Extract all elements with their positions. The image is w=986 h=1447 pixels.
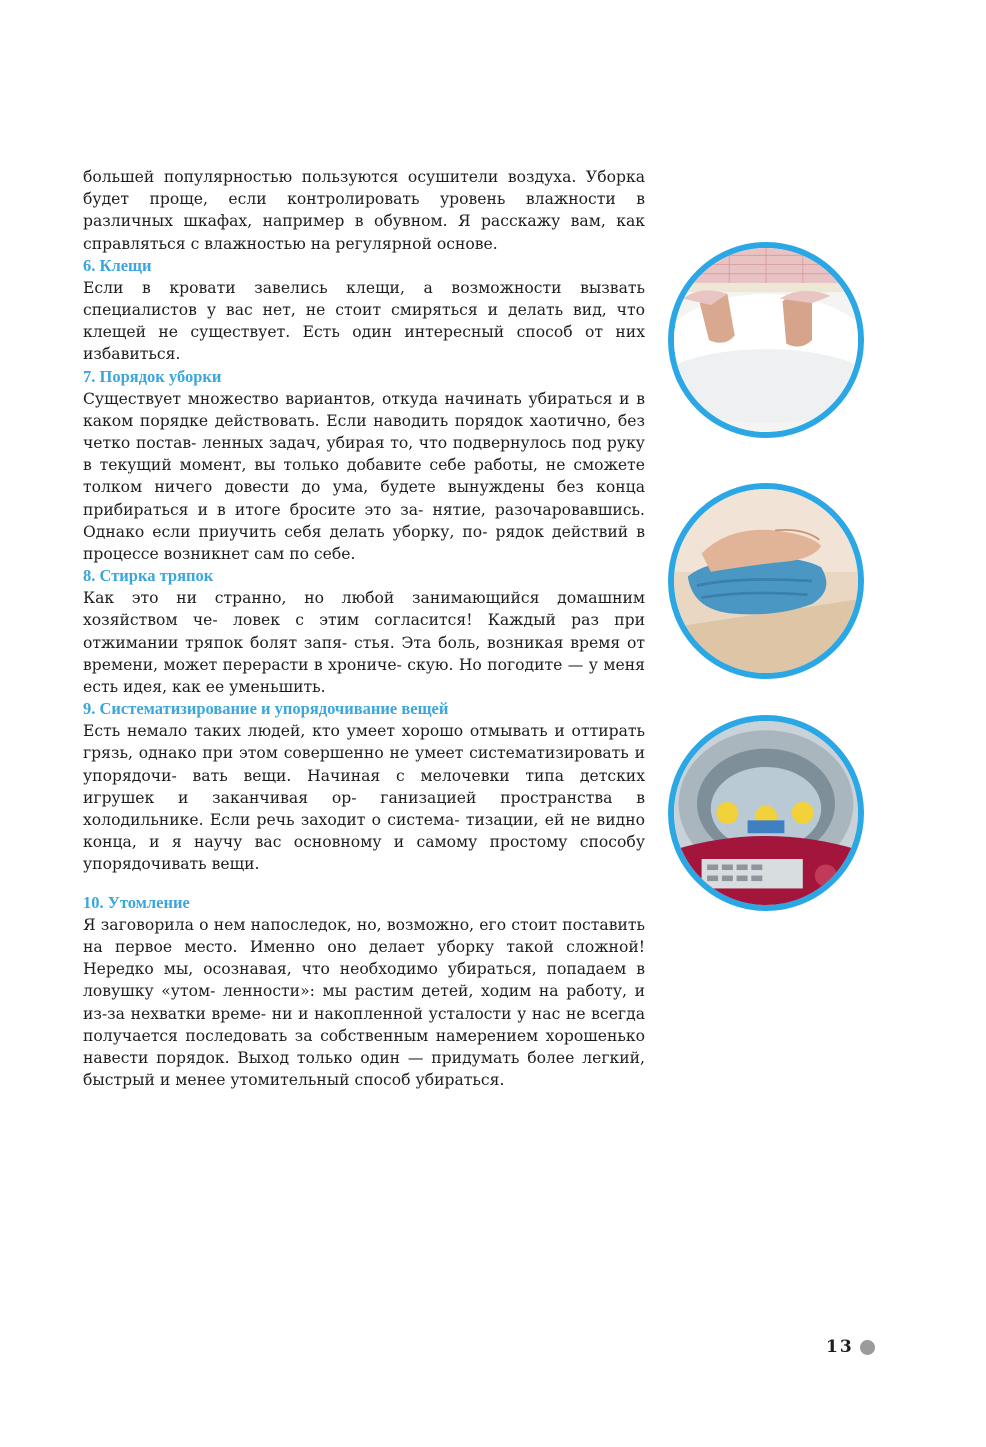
washing-machine-photo — [668, 715, 864, 911]
text-line: Как это ни странно, но любой занимающийся домашним хозяйством че- — [83, 589, 645, 630]
text-line: нятие, разочаровавшись. Однако если приучить себя делать уборку, по- — [83, 500, 646, 541]
text-line: собственным намерением хорошенько навести порядок. Выход только — [83, 1026, 645, 1067]
section-text-mites — [83, 277, 645, 366]
section-text-fatigue — [83, 914, 645, 1092]
page-number-dot — [860, 1340, 875, 1355]
text-line: убираться. — [415, 1071, 505, 1090]
section-heading-washing-rags: 8. Стирка тряпок — [83, 566, 214, 586]
text-line: способу упорядочивать вещи. — [83, 833, 645, 874]
intro-paragraph — [83, 166, 645, 255]
text-line: стья. Эта боль, возникая время от времени, может перерасти в хрониче- — [83, 633, 645, 674]
section-text-washing-rags — [83, 587, 645, 698]
text-line: вас нет, не стоит смиряться и делать вид, что клещей не существует. Есть — [83, 301, 645, 342]
section-heading-organizing: 9. Систематизирование и упорядочивание вещей — [83, 699, 449, 719]
text-line: мы, осознавая, что необходимо убираться, попадаем в ловушку «утом- — [83, 960, 645, 1001]
section-heading-fatigue: 10. Утомление — [83, 892, 190, 912]
rag-illustration — [674, 489, 858, 673]
washing-machine-illustration — [674, 721, 858, 905]
text-line: однако при этом совершенно не умеет систематизировать и упорядочи- — [83, 744, 645, 785]
rag-photo — [668, 483, 864, 679]
text-line: Существует множество вариантов, откуда начинать убираться и в каком — [83, 389, 645, 430]
pillow-photo — [668, 242, 864, 438]
text-line: один интересный способ от них избавиться. — [83, 323, 645, 364]
text-line: Есть немало таких людей, кто умеет хорошо отмывать и оттирать грязь, — [83, 722, 645, 763]
text-line: на первое место. Именно оно делает уборку такой сложной! Нередко — [83, 937, 645, 979]
section-text-organizing — [83, 720, 645, 875]
text-line: один — придумать более легкий, быстрый и менее утомительный способ — [83, 1048, 645, 1090]
text-line: Если в кровати завелись клещи, а возможности вызвать специалистов у — [83, 278, 645, 320]
text-line: ленных задач, убирая то, что подвернулось под руку в текущий момент, — [83, 434, 645, 475]
text-line: регулярной основе. — [335, 234, 498, 253]
text-line: вы только добавите себе работы, не сможете толком ничего довести до — [83, 456, 645, 497]
section-heading-cleaning-order: 7. Порядок уборки — [83, 366, 222, 386]
section-text-cleaning-order — [83, 388, 645, 566]
text-line: большей популярностью пользуются осушители воздуха. Уборка будет — [83, 168, 645, 209]
page-number: 13 — [826, 1337, 854, 1357]
text-line: ни и накопленной усталости у нас не всегда получается последовать за — [83, 1004, 645, 1045]
text-line: ума, будете вынуждены без конца прибираться и в итоге бросите это за- — [83, 478, 645, 519]
text-line: проще, если контролировать уровень влажности в различных шкафах, — [83, 190, 645, 231]
text-line: ловек с этим согласится! Каждый раз при отжимании тряпок болят запя- — [83, 611, 645, 652]
text-line: порядке действовать. Если наводить порядок хаотично, без четко постав- — [83, 411, 645, 453]
pillow-illustration — [674, 248, 858, 432]
text-line: ганизацией пространства в холодильнике. Если речь заходит о система- — [83, 788, 646, 830]
text-line: вать вещи. Начиная с мелочевки типа детских игрушек и заканчивая ор- — [83, 766, 645, 807]
section-heading-mites: 6. Клещи — [83, 255, 152, 275]
text-line: рядок действий в процессе возникнет сам по себе. — [83, 522, 645, 564]
text-line: тизации, ей не видно конца, и я научу вас основному и самому простому — [83, 811, 645, 852]
text-line: ленности»: мы растим детей, ходим на работу, и из-за нехватки време- — [83, 982, 645, 1023]
text-line: скую. Но погодите — у меня есть идея, как ее уменьшить. — [83, 655, 645, 697]
text-line: например в обувном. Я расскажу вам, как справляться с влажностью на — [83, 212, 645, 253]
text-line: Я заговорила о нем напоследок, но, возможно, его стоит поставить — [83, 915, 645, 934]
text-column — [83, 166, 645, 1091]
